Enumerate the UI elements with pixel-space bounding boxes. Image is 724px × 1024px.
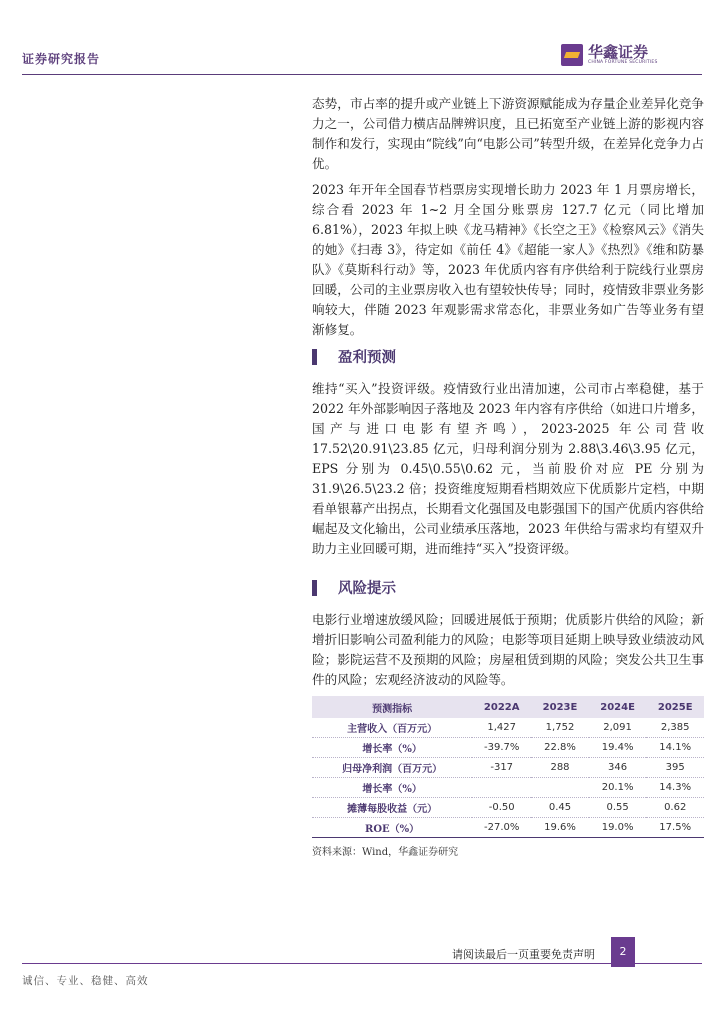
table-source-note: 资料来源：Wind，华鑫证券研究	[312, 847, 459, 858]
row-label: 摊薄每股收益（元）	[312, 798, 472, 818]
forecast-table	[312, 696, 704, 838]
table-cell: 0.62	[646, 798, 704, 818]
table-cell: -27.0%	[472, 818, 531, 838]
table-cell: 1,752	[531, 718, 589, 738]
section-title-profit-forecast	[312, 346, 704, 367]
table-cell: 1,427	[472, 718, 531, 738]
main-content	[312, 94, 704, 858]
table-cell: 20.1%	[589, 778, 647, 798]
row-label: 归母净利润（百万元）	[312, 758, 472, 778]
section-title-text: 盈利预测	[338, 349, 396, 366]
table-cell: 22.8%	[531, 738, 589, 758]
company-logo	[561, 44, 658, 66]
table-cell: -39.7%	[472, 738, 531, 758]
table-cell	[472, 778, 531, 798]
section-marker	[312, 349, 317, 365]
section-marker	[312, 580, 317, 596]
table-cell: 288	[531, 758, 589, 778]
table-cell: 0.45	[531, 798, 589, 818]
section-title-text: 风险提示	[338, 580, 396, 597]
table-row	[312, 738, 704, 758]
table-row	[312, 758, 704, 778]
table-header: 2023E	[531, 696, 589, 718]
table-header: 预测指标	[312, 696, 472, 718]
footer-motto: 诚信、专业、稳健、高效	[22, 975, 149, 987]
table-row	[312, 718, 704, 738]
table-cell: 14.1%	[646, 738, 704, 758]
table-cell: -317	[472, 758, 531, 778]
row-label: 增长率（%）	[312, 738, 472, 758]
section-title-risk	[312, 577, 704, 598]
row-label: ROE（%）	[312, 818, 472, 838]
table-header: 2025E	[646, 696, 704, 718]
table-cell: 19.0%	[589, 818, 647, 838]
table-row	[312, 818, 704, 838]
row-label: 增长率（%）	[312, 778, 472, 798]
paragraph-risks: 电影行业增速放缓风险；回暖进展低于预期；优质影片供给的风险；新增折旧影响公司盈利能力的风险；电影等项目延期上映导致业绩波动风险；影院运营不及预期的风险；房屋租赁到期的风险；突发公共卫生事件的风险；宏观经济波动的风险等。	[312, 612, 704, 687]
table-header: 2024E	[589, 696, 647, 718]
table-cell: 17.5%	[646, 818, 704, 838]
table-cell: 19.6%	[531, 818, 589, 838]
logo-icon	[561, 44, 583, 66]
table-cell: 19.4%	[589, 738, 647, 758]
paragraph-rating: 维持“买入”投资评级。疫情致行业出清加速，公司市占率稳健，基于 2022 年外部影响因子落地及 2023 年内容有序供给（如进口片增多，国产与进口电影有望齐鸣），2023-2025 年公司营收 17.52\20.91\23.85 亿元，归母利润分别为 2.88\3.46\3.95 亿元，EPS 分别为 0.45\0.55\0.62 元，当前股价对应 PE 分别为 31.9\26.5\23.2 倍；投资维度短期看档期效应下优质影片定档，中期看单银幕产出拐点，长期看文化强国及电影强国下的国产优质内容供给崛起及文化输出，公司业绩承压落地，2023 年供给与需求均有望双升助力主业回暖可期，进而维持“买入”投资评级。	[312, 381, 704, 556]
table-cell: 2,385	[646, 718, 704, 738]
table-cell: -0.50	[472, 798, 531, 818]
page-number: 2	[611, 937, 635, 967]
table-cell: 2,091	[589, 718, 647, 738]
footer-divider	[22, 963, 702, 964]
table-cell: 14.3%	[646, 778, 704, 798]
logo-name-en: CHINA FORTUNE SECURITIES	[588, 60, 658, 65]
table-row	[312, 798, 704, 818]
table-cell: 395	[646, 758, 704, 778]
table-row	[312, 778, 704, 798]
report-type-label: 证券研究报告	[22, 52, 101, 66]
table-cell	[531, 778, 589, 798]
disclaimer-link[interactable]: 请阅读最后一页重要免责声明	[452, 948, 595, 961]
paragraph-market-position: 态势，市占率的提升或产业链上下游资源赋能成为存量企业差异化竞争力之一，公司借力横店品牌辨识度，且已拓宽至产业链上游的影视内容制作和发行，实现由“院线”向“电影公司”转型升级，在差异化竞争力占优。	[312, 96, 704, 171]
table-cell: 0.55	[589, 798, 647, 818]
paragraph-box-office: 2023 年开年全国春节档票房实现增长助力 2023 年 1 月票房增长，综合看 2023 年 1~2 月全国分账票房 127.7 亿元（同比增加 6.81%），2023 年拟上映《龙马精神》《长空之王》《检察风云》《消失的她》《扫毒 3》，待定如《前任 4》《超能一家人》《热烈》《维和防暴队》《莫斯科行动》等，2023 年优质内容有序供给利于院线行业票房回暖，公司的主业票房收入也有望较快传导；同时，疫情致非票业务影响较大，伴随 2023 年观影需求常态化，非票业务如广告等业务有望渐修复。	[312, 182, 704, 337]
logo-name-cn: 华鑫证券	[588, 43, 649, 61]
row-label: 主营收入（百万元）	[312, 718, 472, 738]
table-cell: 346	[589, 758, 647, 778]
table-header: 2022A	[472, 696, 531, 718]
header-divider	[22, 74, 702, 75]
